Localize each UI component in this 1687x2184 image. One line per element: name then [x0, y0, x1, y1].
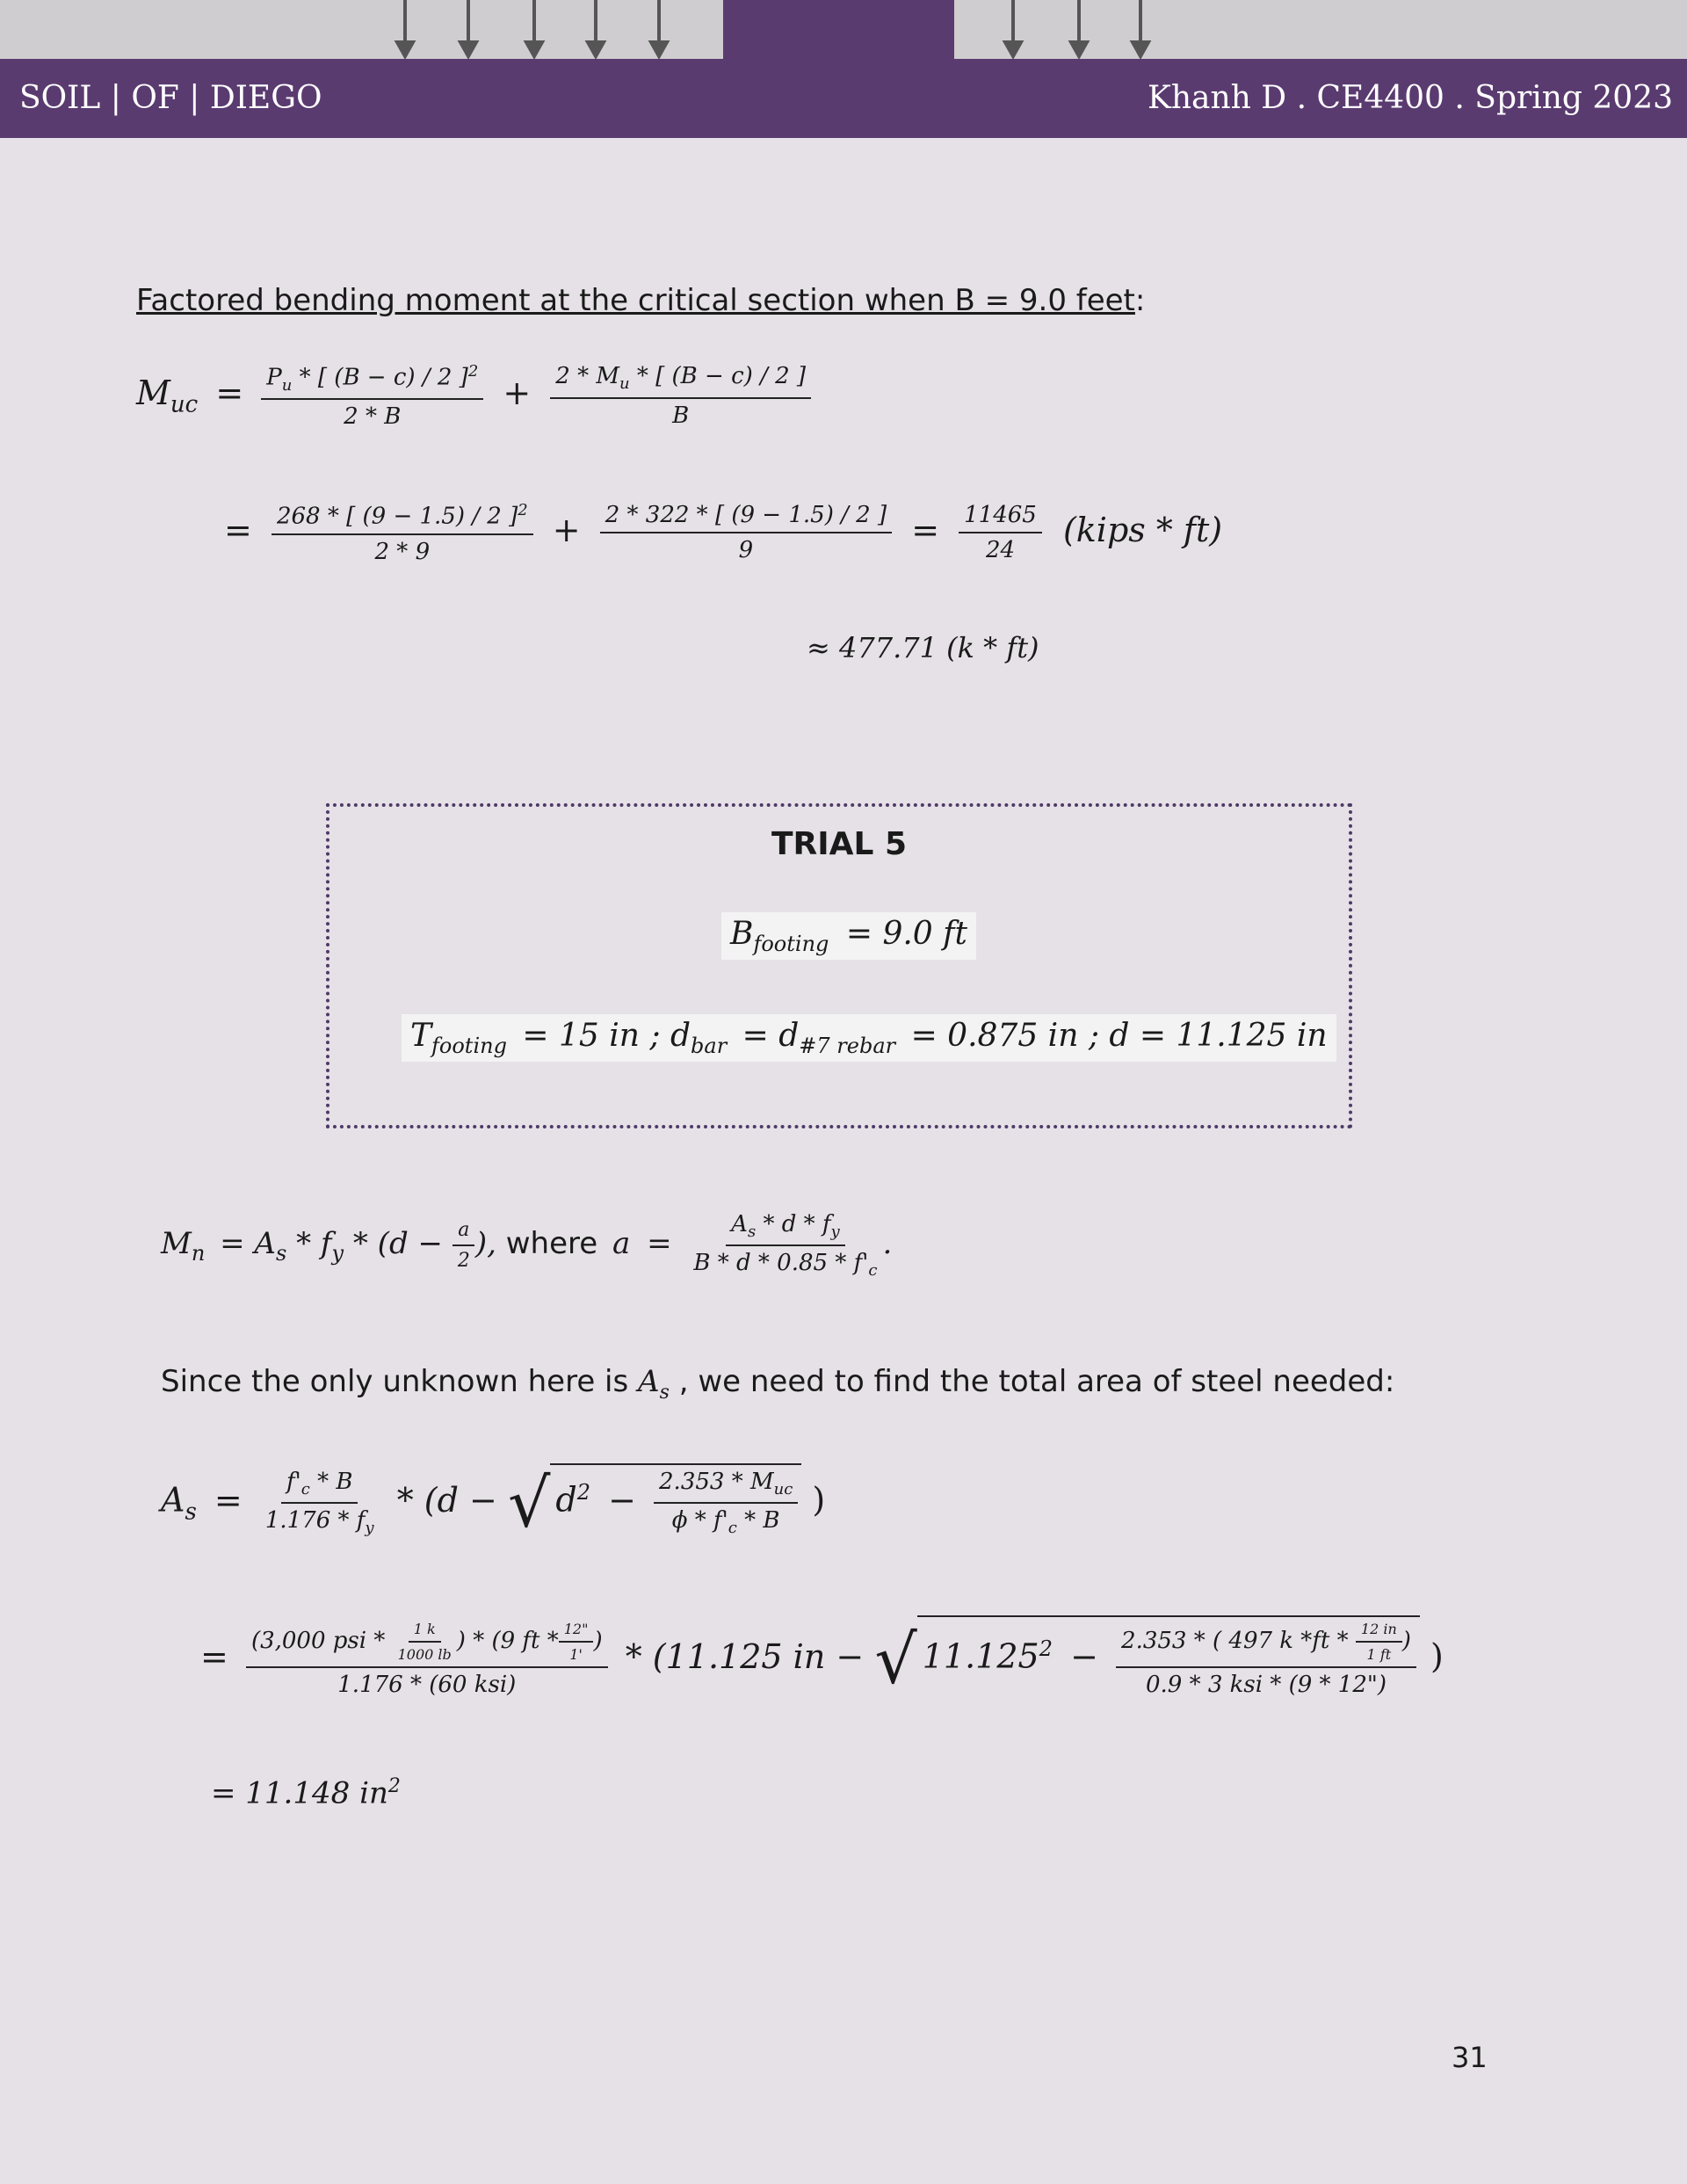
d-sup: 2 — [576, 1480, 590, 1506]
v2-num: 2 * 322 * [ (9 − 1.5) / 2 ] — [600, 502, 892, 533]
equals-sign: = — [215, 373, 244, 412]
ft-part: ) * (9 ft * — [456, 1628, 559, 1654]
muc-value-fraction-1 — [272, 501, 533, 565]
times-d-minus: * (d − — [396, 1480, 497, 1520]
page-number: 31 — [1452, 2041, 1488, 2074]
as-values — [200, 1615, 1444, 1699]
close-paren: ), — [474, 1226, 506, 1262]
num-a-sub: s — [747, 1223, 757, 1242]
f2-den: 0.9 * 3 ksi * (9 * 12") — [1145, 1672, 1387, 1698]
f1-num-rest: * [ (B − c) / 2 ] — [292, 364, 468, 391]
a-definition-fraction — [688, 1211, 882, 1280]
times-d: * (d − — [344, 1226, 444, 1262]
muc-fraction-2 — [550, 363, 811, 428]
a-num: a — [453, 1219, 474, 1246]
mn-symbol: M — [161, 1226, 192, 1262]
b-footing-line — [721, 912, 976, 960]
f2-num-sub: uc — [773, 1480, 793, 1499]
muc-result: ≈ 477.71 (k * ft) — [807, 631, 1039, 664]
minus-sign: − — [608, 1480, 636, 1520]
sqrt-icon: √ — [507, 1463, 551, 1542]
section-heading-text: Factored bending moment at the critical section when B = 9.0 feet — [136, 283, 1135, 318]
muc-fraction-1 — [261, 362, 483, 430]
section-heading — [136, 283, 1145, 318]
muc-values — [224, 501, 1222, 565]
equals-sign: = — [200, 1636, 228, 1676]
fc-sub: c — [300, 1480, 310, 1499]
fc-symbol: f' — [286, 1469, 301, 1495]
muc-formula — [136, 362, 811, 430]
f2-den-sub: c — [728, 1519, 737, 1538]
rebar-sub: #7 rebar — [799, 1034, 896, 1059]
minus-sign: − — [1070, 1636, 1098, 1676]
trial-box — [326, 803, 1352, 1128]
pu-symbol: P — [266, 364, 282, 391]
in-den: 1' — [569, 1646, 583, 1663]
as-lhs-sub: s — [185, 1498, 197, 1526]
as-formula — [161, 1463, 825, 1542]
section-heading-colon: : — [1134, 283, 1146, 318]
equals-sign: = — [647, 1226, 672, 1262]
since-sentence — [161, 1364, 1394, 1404]
v1-num-sup: 2 — [518, 501, 528, 519]
sqrt-body-values — [917, 1615, 1420, 1698]
muc-lhs-sub: uc — [170, 391, 199, 418]
a-den: 2 — [457, 1250, 470, 1273]
sqrt-body — [550, 1463, 801, 1537]
eq-a: = A — [220, 1226, 276, 1262]
muc-lhs: M — [136, 373, 170, 412]
f1-num-sup: 2 — [467, 362, 479, 381]
psi-part: (3,000 psi * — [250, 1628, 393, 1654]
in-per-ft-2 — [1356, 1621, 1402, 1663]
f2-num-a: 2.353 * ( 497 k *ft * — [1121, 1628, 1356, 1654]
as-value-fraction-2 — [1116, 1621, 1416, 1698]
a-over-2 — [453, 1219, 475, 1272]
v1-den: 2 * 9 — [374, 538, 431, 565]
f1-den: 1.176 * f — [264, 1507, 366, 1535]
bar-sub: bar — [691, 1034, 728, 1059]
times-f: * f — [286, 1226, 332, 1262]
v3-num: 11465 — [959, 502, 1042, 533]
d-symbol: d — [555, 1480, 577, 1520]
mu-sub: u — [619, 374, 630, 394]
muc-value-fraction-3 — [959, 502, 1042, 563]
t-mid: = 15 in ; d — [522, 1018, 691, 1054]
b-symbol: B — [730, 916, 754, 952]
num-f-sub: y — [830, 1223, 840, 1242]
period: . — [882, 1226, 893, 1262]
v3-den: 24 — [985, 537, 1016, 564]
plus-sign: + — [503, 373, 532, 412]
author-course-line: Khanh D . CE4400 . Spring 2023 — [1147, 80, 1673, 116]
t-eq-d: = d — [742, 1018, 800, 1054]
as-fraction-2 — [654, 1469, 798, 1537]
den-sub: c — [868, 1261, 878, 1281]
ft-num: 12 in — [1356, 1621, 1402, 1643]
unit-kips-ft: (kips * ft) — [1062, 510, 1223, 549]
d-value: 11.125 — [922, 1636, 1039, 1676]
mn-sub: n — [191, 1240, 206, 1266]
t-footing-line — [402, 1014, 1336, 1062]
since-after: , we need to find the total area of steel needed: — [669, 1364, 1395, 1399]
num-a: A — [731, 1211, 748, 1237]
as-result — [211, 1775, 401, 1810]
den-text: B * d * 0.85 * f' — [693, 1250, 869, 1277]
f1-den: 1.176 * (60 ksi) — [337, 1672, 517, 1698]
as-result-text: = 11.148 in — [211, 1775, 388, 1811]
as-fraction-1 — [260, 1469, 380, 1537]
as-value-fraction-1 — [246, 1621, 608, 1698]
b-sub: footing — [753, 932, 829, 957]
in-num: 12" — [559, 1621, 594, 1643]
f1-den-sub: y — [365, 1519, 374, 1538]
t-rest: = 0.875 in ; d = 11.125 in — [910, 1018, 1328, 1054]
b-rest: = 9.0 ft — [845, 916, 967, 952]
f1-close: ) — [593, 1628, 603, 1654]
muc-value-fraction-2 — [600, 502, 892, 563]
a-var: a — [612, 1226, 631, 1262]
equals-sign: = — [224, 510, 252, 549]
plus-sign: + — [552, 510, 581, 549]
as-result-sup: 2 — [387, 1775, 401, 1797]
f2-den: ϕ * f' — [671, 1507, 728, 1535]
page-header — [0, 59, 1687, 138]
k-per-lb — [393, 1621, 457, 1663]
as-sub: s — [275, 1240, 287, 1266]
v2-den: 9 — [738, 537, 754, 564]
load-arrows-icon — [0, 0, 1687, 59]
sqrt-icon: √ — [874, 1620, 917, 1699]
ft-den: 1 ft — [1366, 1646, 1392, 1663]
f1-den: 2 * B — [344, 403, 402, 430]
k-num: 1 k — [409, 1621, 441, 1643]
f2-num-b: ) — [1401, 1628, 1411, 1654]
f2-num-a: 2 * M — [555, 363, 619, 390]
k-den: 1000 lb — [397, 1646, 452, 1663]
pu-sub: u — [281, 375, 293, 395]
close-paren: ) — [812, 1480, 826, 1520]
trial-title: TRIAL 5 — [771, 826, 908, 862]
d-value-sup: 2 — [1039, 1636, 1053, 1661]
brand-title: SOIL | OF | DIEGO — [19, 80, 322, 116]
since-var: A — [638, 1364, 660, 1399]
f2-num-rest: * [ (B − c) / 2 ] — [629, 363, 807, 390]
t-symbol: T — [410, 1018, 432, 1054]
where-text: where — [505, 1226, 598, 1262]
as-lhs: A — [161, 1480, 185, 1520]
close-paren: ) — [1430, 1636, 1444, 1676]
equals-sign-2: = — [911, 510, 940, 549]
f1-num-rest: * B — [309, 1469, 353, 1495]
times-d-value: * (11.125 in − — [625, 1636, 865, 1676]
fy-sub: y — [331, 1240, 344, 1266]
num-mid: * d * f — [756, 1211, 831, 1237]
mn-equation — [161, 1211, 892, 1280]
in-per-ft — [559, 1621, 594, 1663]
f2-den-rest: * B — [736, 1507, 780, 1535]
equals-sign: = — [214, 1480, 243, 1520]
t-sub: footing — [431, 1034, 507, 1059]
since-var-sub: s — [659, 1381, 670, 1404]
f2-den: B — [672, 402, 690, 429]
since-before: Since the only unknown here is — [161, 1364, 639, 1399]
v1-num: 268 * [ (9 − 1.5) / 2 ] — [276, 503, 518, 530]
f2-num: 2.353 * M — [659, 1469, 774, 1495]
